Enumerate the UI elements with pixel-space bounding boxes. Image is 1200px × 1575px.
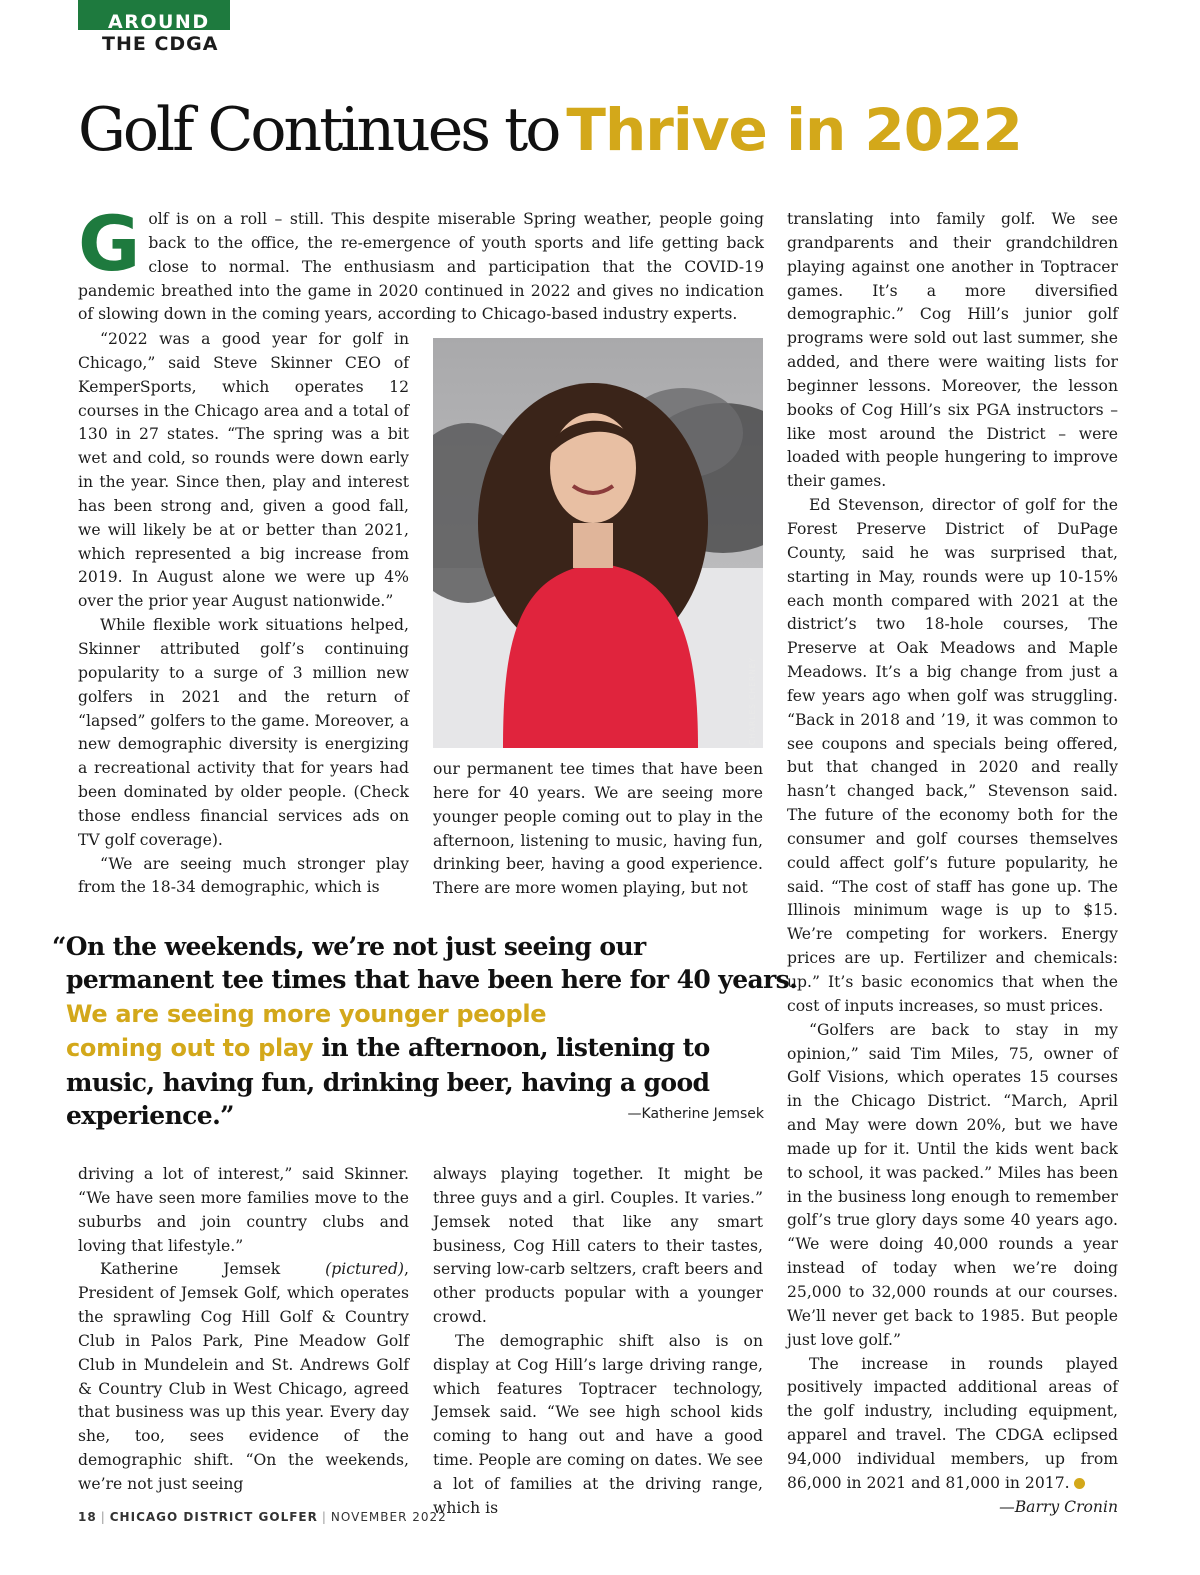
column-1-mid — [78, 328, 409, 900]
paragraph: While flexible work situations helped, Skinner attributed golf’s continuing popularity to a surge of 3 million new golfers in 2021 and the return of “lapsed” golfers to the game. Moreover, a new demographic diversity is energizing a recreational activity that for years had been dominated by older people. (Check those endless financial services ads on TV golf coverage). — [78, 616, 409, 849]
pull-quote-line: music, having fun, drinking beer, having a good — [66, 1067, 710, 1097]
pull-quote-line: “On the weekends, we’re not just seeing our — [52, 932, 646, 961]
paragraph: driving a lot of interest,” said Skinner. “We have seen more families move to the suburbs and join country clubs and loving that lifestyle.” — [78, 1165, 409, 1255]
paragraph: “2022 was a good year for golf in Chicago,” said Steve Skinner CEO of KemperSports, which operates 12 courses in the Chicago area and a total of 130 in 27 states. “The spring was a bit wet and cold, so rounds were down early in the year. Since then, play and interest has been strong and, given a good fall, we will likely be at or better than 2021, which represented a big increase from 2019. In August alone we were up 4% over the prior year August nationwide.” — [78, 330, 409, 611]
portrait-illustration — [433, 338, 763, 748]
column-3 — [787, 208, 1118, 1519]
paragraph-text: Katherine Jemsek — [100, 1260, 326, 1279]
column-1-bottom — [78, 1163, 409, 1497]
section-tag-line1: AROUND — [78, 0, 230, 30]
pull-quote-line — [52, 1031, 772, 1065]
paragraph: The demographic shift also is on display at Cog Hill’s large driving range, which features Toptracer technology, Jemsek said. “We see high school kids coming to hang out and have a good time. People are coming on dates. We see a lot of families at the driving range, which is — [433, 1331, 763, 1517]
pull-quote-line — [52, 997, 772, 1031]
paragraph-italic: (pictured) — [325, 1260, 405, 1279]
pull-quote-text: in the afternoon, listening to — [313, 1033, 710, 1063]
paragraph: translating into family golf. We see grandparents and their grandchildren playing against one another in Toptracer games. It’s a more diversified demographic.” Cog Hill’s junior golf programs were sold out last summer, she added, and there were waiting lists for beginner lessons. Moreover, the lesson books of Cog Hill’s six PGA instructors – like most around the District – were loaded with people hungering to improve their games. — [787, 210, 1118, 491]
page-footer: 18 | CHICAGO DISTRICT GOLFER | NOVEMBER 2022 — [78, 1510, 447, 1524]
paragraph-text: , President of Jemsek Golf, which operates the sprawling Cog Hill Golf & Country Club in Palos Park, Pine Meadow Golf Club in Mundelein and St. Andrews Golf & Country Club in West Chicago, agreed that business was up this year. Every day she, too, sees evidence of the demographic shift. “On the weekends, we’re not just seeing — [78, 1260, 409, 1493]
pull-quote-line: experience.” — [66, 1101, 234, 1131]
section-tag — [78, 0, 230, 55]
column-2-bottom — [433, 1163, 763, 1521]
column-2-top — [433, 758, 763, 901]
paragraph: always playing together. It might be three guys and a girl. Couples. It varies.” Jemsek noted that like any smart business, Cog Hill caters to their tastes, serving low-carb seltzers, craft beers and other products popular with a younger crowd. — [433, 1165, 763, 1327]
page-number: 18 — [78, 1510, 97, 1524]
article-headline — [78, 92, 1022, 183]
pull-quote-attribution: —Katherine Jemsek — [627, 1106, 764, 1122]
headline-part2: Thrive in 2022 — [566, 96, 1022, 164]
paragraph — [78, 1258, 409, 1496]
pull-quote-highlight: We are seeing more younger people — [66, 999, 547, 1028]
section-tag-line2: THE CDGA — [102, 33, 219, 55]
pull-quote-highlight: coming out to play — [66, 1034, 314, 1063]
paragraph-text: The increase in rounds played positively impacted additional areas of the golf industry, including equipment, apparel and travel. The CDGA eclipsed 94,000 individual members, up from 86,000 in 2021 and 81,000 in 2017. — [787, 1354, 1118, 1492]
pull-quote-line: permanent tee times that have been here for 40 years. — [66, 965, 798, 995]
paragraph: our permanent tee times that have been here for 40 years. We are seeing more younger people coming out to play in the afternoon, listening to music, having fun, drinking beer, having a good experience. There are more women playing, but not — [433, 760, 763, 898]
paragraph: “Golfers are back to stay in my opinion,” said Tim Miles, 75, owner of Golf Visions, which operates 15 courses in the Chicago District. “March, April and May were down 20%, but we have made up for it. Until the kids went back to school, it was packed.” Miles has been in the business long enough to remember golf’s true glory days some 40 years ago. “We were doing 40,000 rounds a year instead of today when we’re doing 25,000 to 32,000 rounds at our courses. We’ll never get back to 1985. But people just love golf.” — [787, 1020, 1118, 1349]
paragraph: “We are seeing much stronger play from the 18-34 demographic, which is — [78, 854, 409, 897]
pull-quote — [52, 930, 798, 1132]
photo-katherine-jemsek — [433, 338, 763, 748]
headline-part1: Golf Continues to — [78, 95, 559, 165]
paragraph: olf is on a roll – still. This despite miserable Spring weather, people going back to the office, the re-emergence of youth sports and life getting back close to normal. The enthusiasm and participation that the COVID-19 pandemic breathed into the game in 2020 continued in 2022 and gives no indication of slowing down in the coming years, according to Chicago-based industry experts. — [78, 210, 764, 324]
end-mark-dot-icon — [1074, 1478, 1085, 1489]
paragraph — [787, 1353, 1118, 1496]
issue-date: NOVEMBER 2022 — [330, 1510, 447, 1524]
paragraph: Ed Stevenson, director of golf for the Forest Preserve District of DuPage County, said he was surprised that, starting in May, rounds were up 10-15% each month compared with 2021 at the district’s two 18-hole courses, The Preserve at Oak Meadows and Maple Meadows. It’s a big change from just a few years ago when golf was struggling. “Back in 2018 and ’19, it was common to see coupons and specials being offered, but that changed in 2020 and really hasn’t changed back,” Stevenson said. The future of the economy both for the consumer and golf courses themselves could affect golf’s future popularity, he said. “The cost of staff has gone up. The Illinois minimum wage is up to $15. We’re competing for workers. Energy prices are up. Fertilizer and chemicals: up.” It’s basic economics that when the cost of inputs increases, so must prices. — [787, 496, 1118, 1015]
photo-credit: CHARLES CHERNEY — [748, 656, 757, 745]
drop-cap: G — [78, 199, 141, 288]
column-1-top — [78, 199, 764, 327]
publication-name: CHICAGO DISTRICT GOLFER — [109, 1510, 318, 1524]
byline: —Barry Cronin — [999, 1497, 1118, 1516]
